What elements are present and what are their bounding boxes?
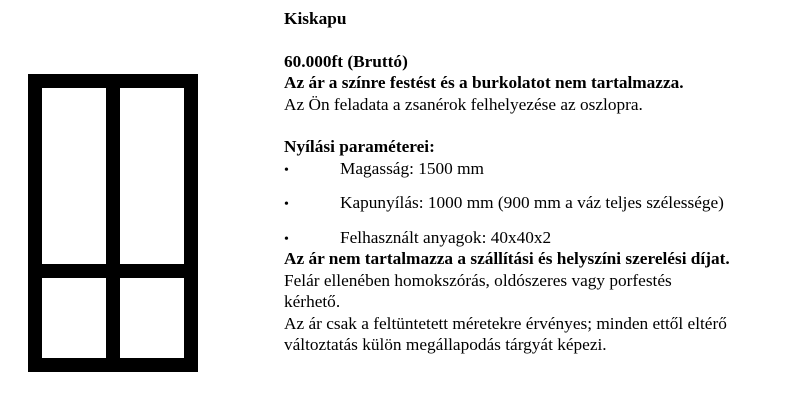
param-materials: Felhasznált anyagok: 40x40x2 xyxy=(340,227,552,247)
list-item xyxy=(284,227,794,249)
product-price: 60.000ft (Bruttó) xyxy=(284,51,408,71)
bullet-icon: • xyxy=(284,162,289,178)
product-description xyxy=(284,8,794,356)
params-list xyxy=(284,158,794,249)
bullet-icon: • xyxy=(284,231,289,247)
bullet-icon: • xyxy=(284,197,289,212)
price-exclusion-note: Az ár a színre festést és a burkolatot nem tartalmazza. xyxy=(284,73,684,92)
validity-line2: változtatás külön megállapodás tárgyát képezi. xyxy=(284,335,607,354)
params-heading: Nyílási paraméterei: xyxy=(284,137,435,156)
param-height: Magasság: 1500 mm xyxy=(340,158,484,178)
list-item xyxy=(284,158,794,180)
gate-diagram xyxy=(28,74,198,372)
finish-option-line2: kérhető. xyxy=(284,292,341,311)
list-item xyxy=(284,192,794,214)
vertical-divider xyxy=(106,74,120,372)
param-opening: Kapunyílás: 1000 mm (900 mm a váz teljes szélessége) xyxy=(340,193,724,212)
shipping-exclusion-note: Az ár nem tartalmazza a szállítási és helyszíni szerelési díjat. xyxy=(284,249,730,268)
horizontal-divider xyxy=(28,264,198,278)
validity-line1: Az ár csak a feltüntetett méretekre érvényes; minden ettől eltérő xyxy=(284,313,727,333)
product-title: Kiskapu xyxy=(284,9,347,28)
frame-right xyxy=(184,74,198,372)
finish-option-line1: Felár ellenében homokszórás, oldószeres vagy porfestés xyxy=(284,270,672,290)
hinge-note: Az Ön feladata a zsanérok felhelyezése az oszlopra. xyxy=(284,94,643,114)
frame-left xyxy=(28,74,42,372)
